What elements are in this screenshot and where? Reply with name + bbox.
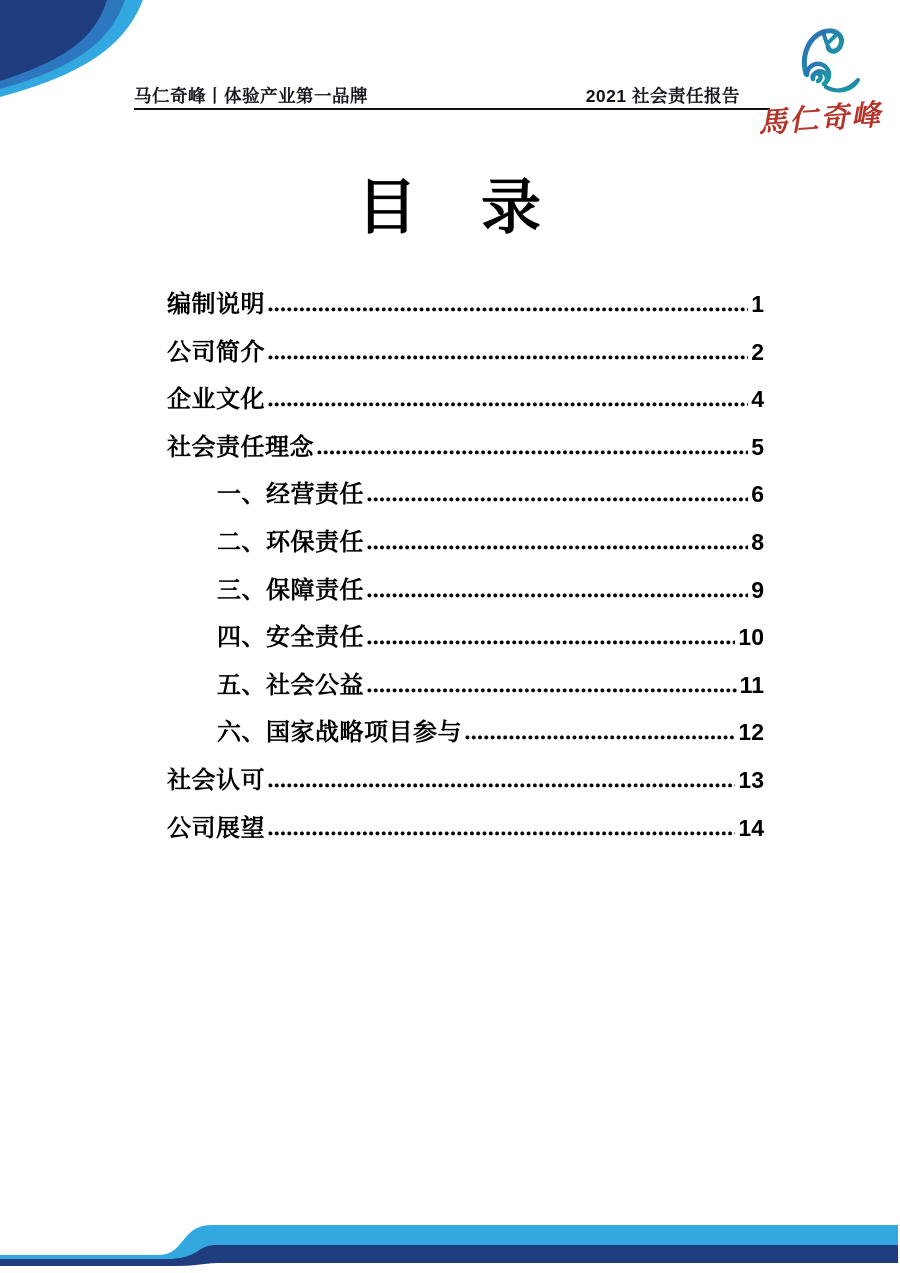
toc-entry — [167, 519, 764, 567]
logo-calligraphy-text: 馬仁奇峰 — [757, 97, 884, 140]
toc-entry-page: 8 — [751, 528, 764, 555]
toc-entry-label: 社会认可 — [167, 766, 265, 794]
toc-entry — [167, 281, 764, 329]
toc-entry-page: 4 — [751, 386, 764, 413]
toc-entry-label: 企业文化 — [167, 386, 265, 414]
toc-entry-label: 四、安全责任 — [217, 624, 364, 652]
toc-entry — [167, 709, 764, 757]
toc-entry — [167, 805, 764, 853]
toc-entry-label: 公司展望 — [167, 814, 265, 842]
toc-entry-page: 2 — [751, 338, 764, 365]
dot-leader — [268, 355, 748, 360]
page-title: 目 录 — [357, 174, 543, 241]
mountain-cloud-logo-icon — [780, 24, 876, 104]
dot-leader — [268, 402, 748, 407]
toc-entry — [167, 567, 764, 615]
dot-leader — [367, 593, 748, 598]
toc-entry-page: 12 — [738, 719, 764, 746]
bottom-ribbon-decoration — [0, 1213, 900, 1273]
toc-entry-page: 6 — [751, 481, 764, 508]
toc-entry — [167, 376, 764, 424]
dot-leader — [317, 450, 748, 455]
toc-entry-page: 10 — [738, 624, 764, 651]
dot-leader — [367, 545, 748, 550]
header-divider-line — [134, 108, 770, 110]
table-of-contents — [167, 281, 764, 852]
dot-leader — [367, 497, 748, 502]
toc-entry — [167, 471, 764, 519]
toc-entry-label: 公司简介 — [167, 338, 265, 366]
dot-leader — [268, 307, 748, 312]
toc-entry-label: 三、保障责任 — [217, 576, 364, 604]
top-left-ribbon-decoration — [0, 0, 150, 100]
toc-entry-label: 编制说明 — [167, 291, 265, 318]
toc-entry-page: 14 — [738, 814, 764, 841]
toc-entry — [167, 662, 764, 710]
header-brand-text: 马仁奇峰丨体验产业第一品牌 — [134, 86, 368, 106]
toc-entry-page: 9 — [751, 576, 764, 603]
dot-leader — [465, 735, 735, 740]
toc-entry-label: 社会责任理念 — [167, 433, 314, 461]
toc-entry-page: 1 — [751, 291, 764, 317]
toc-entry — [167, 757, 764, 805]
dot-leader — [367, 640, 735, 645]
toc-entry — [167, 424, 764, 472]
dot-leader — [268, 831, 735, 836]
toc-entry — [167, 329, 764, 377]
toc-entry-page: 13 — [738, 766, 764, 793]
header-report-title: 2021 社会责任报告 — [585, 86, 740, 106]
toc-entry-page: 11 — [739, 671, 764, 698]
toc-entry — [167, 614, 764, 662]
toc-entry-label: 六、国家战略项目参与 — [217, 719, 462, 747]
toc-entry-label: 二、环保责任 — [217, 528, 364, 556]
toc-entry-label: 五、社会公益 — [217, 671, 364, 699]
toc-entry-label: 一、经营责任 — [217, 481, 364, 509]
dot-leader — [367, 688, 737, 693]
toc-entry-page: 5 — [751, 433, 764, 460]
dot-leader — [268, 783, 735, 788]
company-logo — [756, 22, 900, 144]
